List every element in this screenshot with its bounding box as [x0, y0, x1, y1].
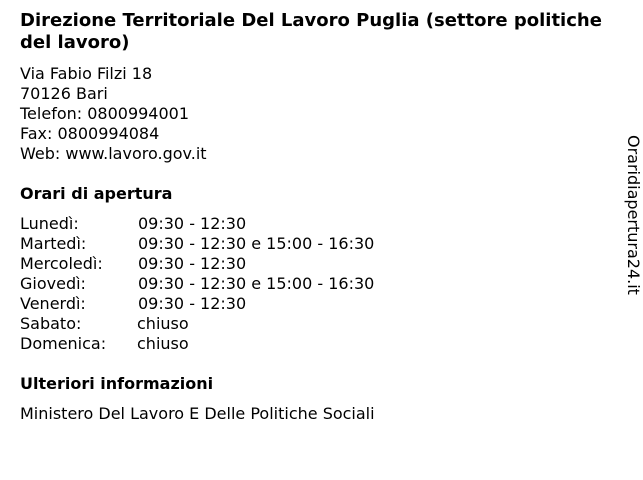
- address-fax: Fax: 0800994084: [20, 124, 160, 143]
- day-label: Lunedì:: [20, 214, 79, 233]
- time-value: 09:30 - 12:30: [138, 294, 247, 313]
- time-value: chiuso: [137, 334, 189, 353]
- day-label: Mercoledì:: [20, 254, 103, 273]
- time-value: 09:30 - 12:30 e 15:00 - 16:30: [138, 274, 375, 293]
- info-heading: Ulteriori informazioni: [20, 374, 214, 393]
- page-title: Direzione Territoriale Del Lavoro Puglia (settore politiche del lavoro): [20, 10, 602, 53]
- hours-heading: Orari di apertura: [20, 184, 173, 203]
- time-value: 09:30 - 12:30: [138, 214, 247, 233]
- time-value: chiuso: [137, 314, 189, 333]
- day-label: Giovedì:: [20, 274, 86, 293]
- address-city: 70126 Bari: [20, 84, 108, 103]
- day-label: Domenica:: [20, 334, 107, 353]
- site-watermark: Oraridiapertura24.it: [624, 135, 643, 295]
- time-value: 09:30 - 12:30: [138, 254, 247, 273]
- info-text: Ministero Del Lavoro E Delle Politiche Sociali: [20, 404, 375, 423]
- address-phone: Telefon: 0800994001: [20, 104, 190, 123]
- day-label: Martedì:: [20, 234, 87, 253]
- address-block: [20, 64, 207, 164]
- address-street: Via Fabio Filzi 18: [20, 64, 153, 83]
- day-label: Venerdì:: [20, 294, 86, 313]
- address-web: Web: www.lavoro.gov.it: [20, 144, 207, 163]
- day-label: Sabato:: [20, 314, 82, 333]
- time-value: 09:30 - 12:30 e 15:00 - 16:30: [138, 234, 375, 253]
